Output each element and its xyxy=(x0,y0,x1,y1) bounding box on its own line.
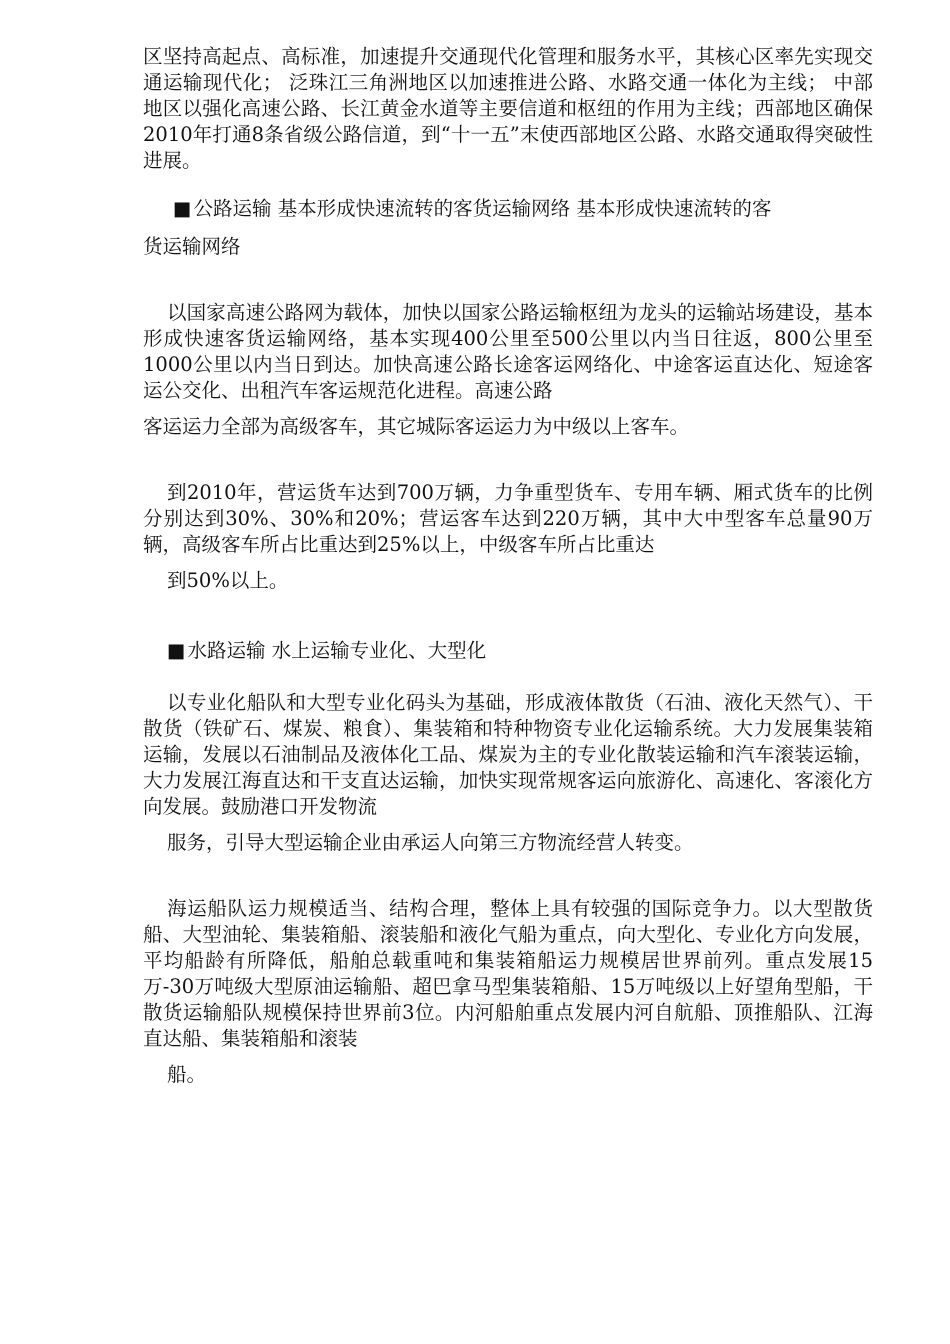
heading-line-1: 公路运输 基本形成快速流转的客货运输网络 基本形成快速流转的客 xyxy=(193,197,772,220)
section-heading-road-transport-cont: 货运输网络 xyxy=(143,235,241,258)
paragraph-last-line: 客运运力全部为高级客车，其它城际客运运力为中级以上客车。 xyxy=(143,415,690,438)
paragraph-body: 到2010年，营运货车达到700万辆，力争重型货车、专用车辆、厢式货车的比例分别达到30%、30%和20%；营运客车达到220万辆，其中大中型客车总量90万辆，高级客车所占比重达到25%以上，中级客车所占比重达 xyxy=(143,481,873,556)
section-heading-road-transport xyxy=(143,196,873,222)
heading-text: 水路运输 水上运输专业化、大型化 xyxy=(187,639,487,662)
paragraph-road-network xyxy=(143,300,873,440)
paragraph-last-line: 服务，引导大型运输企业由承运人向第三方物流经营人转变。 xyxy=(167,831,694,854)
square-bullet-icon: ■ xyxy=(173,197,192,220)
paragraph-water-specialization xyxy=(143,690,873,856)
paragraph-last-line: 船。 xyxy=(167,1063,207,1086)
section-heading-water-transport xyxy=(143,638,873,664)
document-page xyxy=(143,44,873,1088)
paragraph-body: 以专业化船队和大型专业化码头为基础，形成液体散货（石油、液化天然气）、干散货（铁矿石、煤炭、粮食）、集装箱和特种物资专业化运输系统。大力发展集装箱运输，发展以石油制品及液体化工品、煤炭为主的专业化散装运输和汽车滚装运输，大力发展江海直达和干支直达运输，加快实现常规客运向旅游化、高速化、客滚化方向发展。鼓励港口开发物流 xyxy=(143,691,873,818)
paragraph-body: 以国家高速公路网为载体，加快以国家公路运输枢纽为龙头的运输站场建设，基本形成快速客货运输网络，基本实现400公里至500公里以内当日往返，800公里至1000公里以内当日到达。加快高速公路长途客运网络化、中途客运直达化、短途客运公交化、出租汽车客运规范化进程。高速公路 xyxy=(143,301,873,402)
paragraph-vehicle-targets xyxy=(143,480,873,594)
paragraph-body: 海运船队运力规模适当、结构合理，整体上具有较强的国际竞争力。以大型散货船、大型油轮、集装箱船、滚装船和液化气船为重点，向大型化、专业化方向发展，平均船龄有所降低，船舶总载重吨和集装箱船运力规模居世界前列。重点发展15万-30万吨级大型原油运输船、超巴拿马型集装箱船、15万吨级以上好望角型船，干散货运输船队规模保持世界前3位。内河船舶重点发展内河自航船、顶推船队、江海直达船、集装箱船和滚装 xyxy=(143,897,873,1050)
paragraph-last-line: 到50%以上。 xyxy=(167,569,289,592)
paragraph-regional-goals: 区坚持高起点、高标准，加速提升交通现代化管理和服务水平，其核心区率先实现交通运输现代化； 泛珠江三角洲地区以加速推进公路、水路交通一体化为主线； 中部地区以强化高速公路、长江黄金水道等主要信道和枢纽的作用为主线；西部地区确保2010年打通8条省级公路信道，到“十一五”末使西部地区公路、水路交通取得突破性进展。 xyxy=(143,45,873,172)
square-bullet-icon: ■ xyxy=(167,639,186,662)
paragraph-shipping-fleet xyxy=(143,896,873,1088)
